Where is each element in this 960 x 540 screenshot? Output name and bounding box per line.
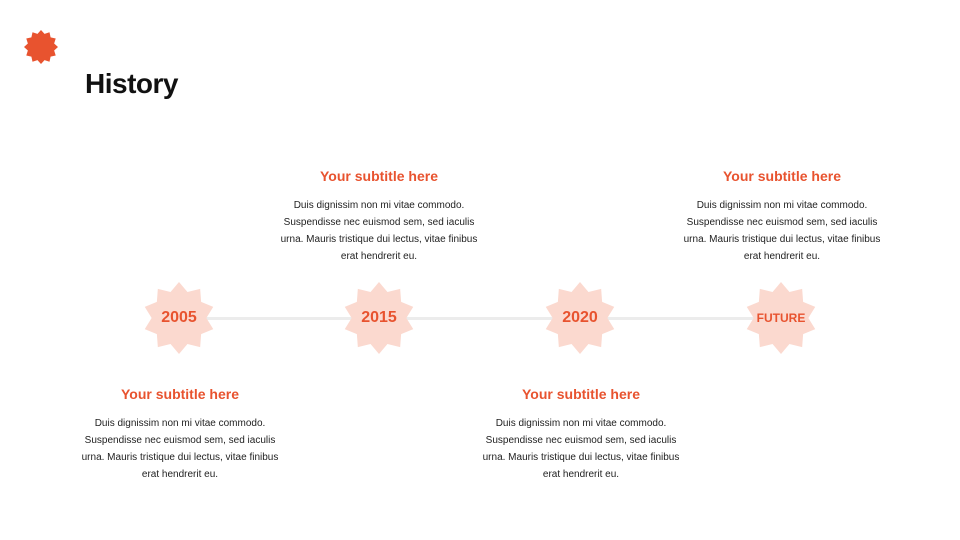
milestone-description: Duis dignissim non mi vitae commodo. Suspendisse nec euismod sem, sed iaculis urna. Mauris tristique dui lectus, vitae finibus erat hendrerit eu. [683, 200, 881, 262]
milestone-badge-2020 [544, 282, 616, 354]
badge-year-label: FUTURE [756, 311, 806, 325]
milestone-text-2015 [279, 168, 479, 265]
milestone-text-2020 [481, 386, 681, 483]
milestone-description: Duis dignissim non mi vitae commodo. Suspendisse nec euismod sem, sed iaculis urna. Mauris tristique dui lectus, vitae finibus erat hendrerit eu. [280, 200, 478, 262]
milestone-badge-future [745, 282, 817, 354]
milestone-subtitle: Your subtitle here [522, 386, 640, 402]
milestone-text-future [682, 168, 882, 265]
milestone-description: Duis dignissim non mi vitae commodo. Suspendisse nec euismod sem, sed iaculis urna. Mauris tristique dui lectus, vitae finibus erat hendrerit eu. [81, 418, 279, 480]
page-title: History [85, 68, 178, 99]
logo-star-shape [24, 30, 58, 64]
milestone-subtitle: Your subtitle here [723, 168, 841, 184]
milestone-subtitle: Your subtitle here [320, 168, 438, 184]
milestone-badge-2015 [343, 282, 415, 354]
logo-star-icon [24, 30, 58, 64]
milestone-badge-2005 [143, 282, 215, 354]
milestone-text-2005 [80, 386, 280, 483]
badge-year-label: 2020 [562, 309, 598, 326]
timeline-line [180, 317, 780, 320]
milestone-subtitle: Your subtitle here [121, 386, 239, 402]
badge-year-label: 2015 [361, 309, 397, 326]
badge-year-label: 2005 [161, 309, 197, 326]
milestone-description: Duis dignissim non mi vitae commodo. Suspendisse nec euismod sem, sed iaculis urna. Mauris tristique dui lectus, vitae finibus erat hendrerit eu. [482, 418, 680, 480]
